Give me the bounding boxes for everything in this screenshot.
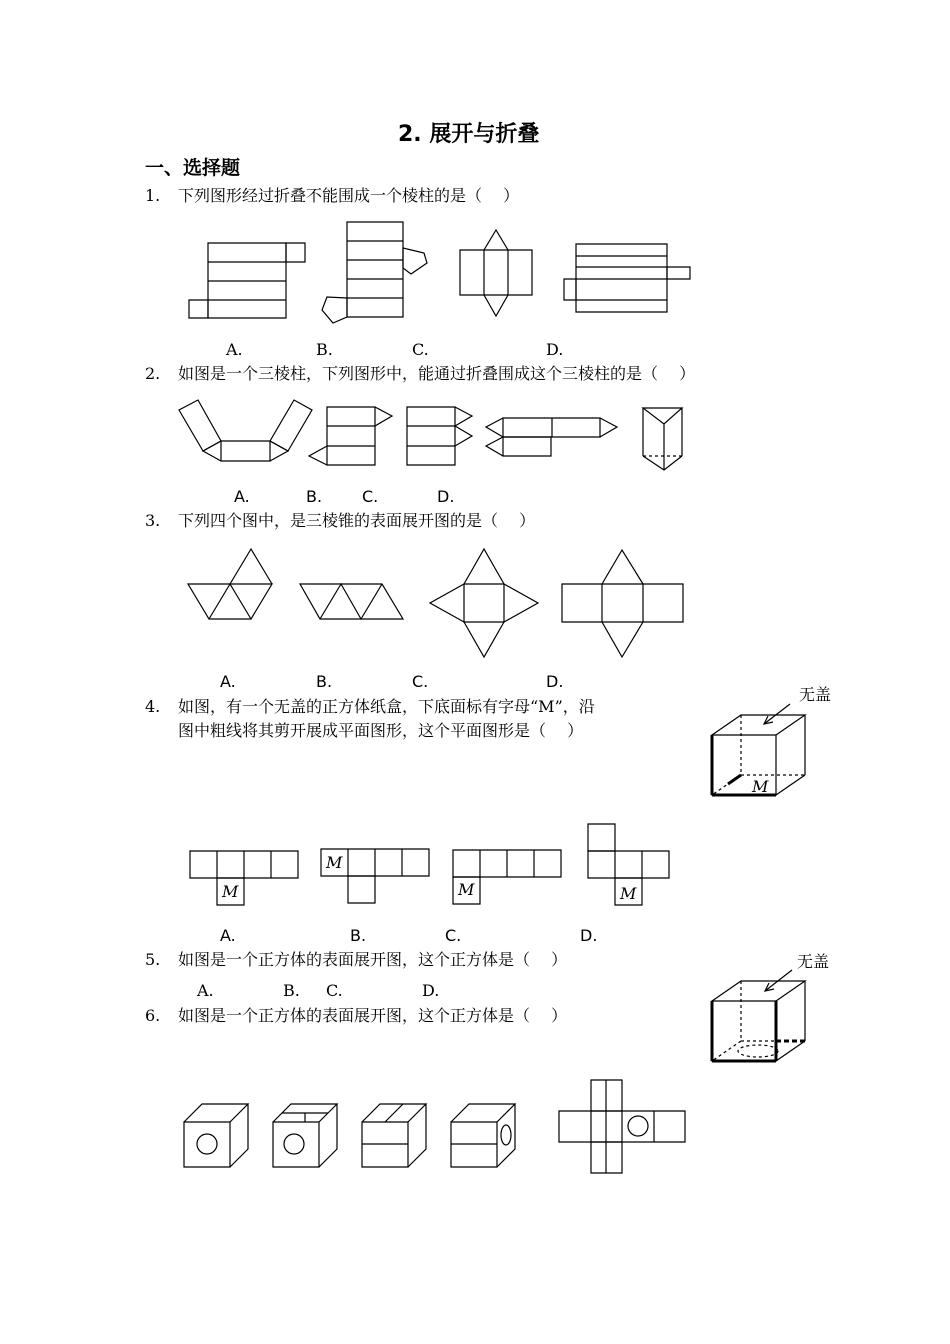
question-6-number: 6. (145, 1006, 161, 1025)
q4-c-letter: M (458, 880, 475, 899)
q2-option-d-net (486, 418, 617, 456)
q2-option-a-net (179, 400, 312, 461)
q2-triangular-prism (643, 408, 682, 470)
question-3-number: 3. (145, 511, 161, 530)
q4-option-d[interactable]: D. (580, 926, 598, 945)
q3-option-a-net (188, 549, 272, 619)
q4-option-a[interactable]: A. (220, 926, 236, 945)
q1-option-c-net (460, 230, 532, 316)
question-4-text-line2: 图中粗线将其剪开展成平面图形，这个平面图形是（ ） (178, 721, 584, 740)
q5-option-c[interactable]: C. (326, 981, 343, 1000)
q2-option-c-net (407, 407, 472, 465)
q1-option-c[interactable]: C. (412, 340, 429, 359)
q4-option-b[interactable]: B. (350, 926, 367, 945)
question-5-number: 5. (145, 950, 161, 969)
q5-option-b[interactable]: B. (283, 981, 300, 1000)
question-4-number: 4. (145, 697, 161, 716)
q4-option-c[interactable]: C. (445, 926, 462, 945)
q1-option-d-net (564, 244, 690, 312)
question-2-text: 如图是一个三棱柱，下列图形中，能通过折叠围成这个三棱柱的是（ ） (178, 364, 696, 383)
q6-cube-net (559, 1080, 685, 1173)
q2-option-a[interactable]: A. (234, 487, 250, 506)
q1-option-b-net (322, 222, 427, 323)
q6-cube-4 (451, 1104, 515, 1167)
q4-b-letter: M (326, 853, 343, 872)
q5-open-cube (712, 970, 805, 1061)
q5-no-lid-label: 无盖 (797, 952, 830, 971)
q6-cube-2 (273, 1104, 337, 1167)
q3-option-d-net (562, 550, 683, 657)
q3-option-b[interactable]: B. (316, 672, 333, 691)
question-2-number: 2. (145, 364, 161, 383)
q2-option-b-net (309, 407, 392, 465)
question-4-text-line1: 如图，有一个无盖的正方体纸盒，下底面标有字母“M”，沿 (178, 697, 595, 716)
q4-a-letter: M (222, 882, 239, 901)
q5-option-a[interactable]: A. (197, 981, 214, 1000)
q1-option-d[interactable]: D. (546, 340, 564, 359)
q3-option-c-net (430, 549, 538, 657)
question-3-text: 下列四个图中，是三棱锥的表面展开图的是（ ） (178, 511, 536, 530)
q6-cube-1 (184, 1104, 248, 1167)
q1-option-b[interactable]: B. (316, 340, 333, 359)
question-1-number: 1. (145, 186, 161, 205)
q1-option-a[interactable]: A. (226, 340, 243, 359)
question-6-text: 如图是一个正方体的表面展开图，这个正方体是（ ） (178, 1006, 568, 1025)
q4-d-letter: M (620, 884, 637, 903)
q1-option-a-net (189, 243, 305, 318)
q3-option-c[interactable]: C. (412, 672, 429, 691)
q3-option-a[interactable]: A. (220, 672, 236, 691)
q4-option-a-net (190, 851, 298, 905)
question-1-text: 下列图形经过折叠不能围成一个棱柱的是（ ） (178, 186, 520, 205)
question-5-text: 如图是一个正方体的表面展开图，这个正方体是（ ） (178, 950, 568, 969)
section-heading: 一、选择题 (145, 157, 241, 179)
q2-option-c[interactable]: C. (362, 487, 379, 506)
q5-option-d[interactable]: D. (422, 981, 440, 1000)
q3-option-d[interactable]: D. (546, 672, 564, 691)
q6-cube-3 (362, 1104, 426, 1167)
q4-cube-letter: M (752, 777, 769, 796)
q2-option-d[interactable]: D. (437, 487, 455, 506)
q4-no-lid-label: 无盖 (799, 685, 832, 704)
q2-option-b[interactable]: B. (306, 487, 323, 506)
q3-option-b-net (300, 584, 403, 619)
page-title: 2. 展开与折叠 (398, 122, 540, 147)
